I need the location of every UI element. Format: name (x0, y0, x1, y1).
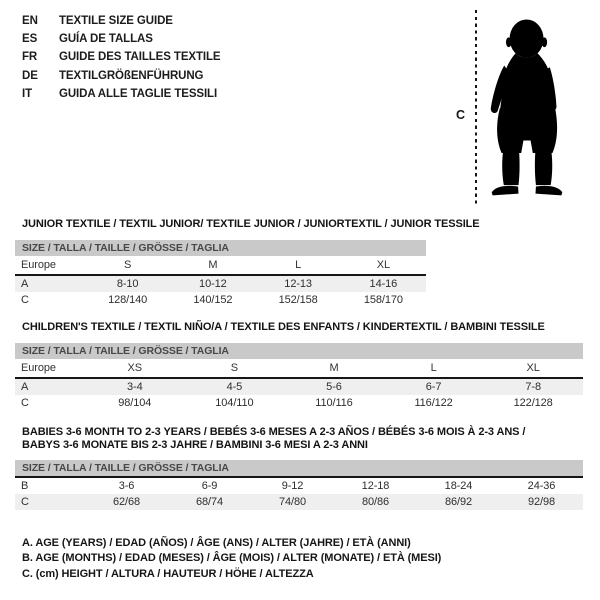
language-code: DE (22, 69, 38, 82)
height-dashed-line (475, 10, 477, 206)
table-head-row (15, 359, 583, 379)
table-cell: 152/158 (278, 294, 318, 306)
language-row-en (22, 12, 221, 30)
size-header-bar: SIZE / TALLA / TAILLE / GRÖSSE / TAGLIA (15, 240, 426, 256)
size-header-bar: SIZE / TALLA / TAILLE / GRÖSSE / TAGLIA (15, 343, 583, 359)
section-title: CHILDREN'S TEXTILE / TEXTIL NIÑO/A / TEXTILE DES ENFANTS / KINDERTEXTIL / BAMBINI TESSILE (22, 321, 545, 333)
head-cell: XS (127, 362, 143, 374)
language-title: GUIDE DES TAILLES TEXTILE (59, 51, 221, 64)
head-cell: S (124, 259, 132, 271)
row-label: C (21, 294, 29, 306)
table-cell: 92/98 (527, 496, 556, 508)
table-cell: 6-9 (201, 480, 218, 492)
table-cell: 3-4 (126, 381, 143, 393)
table-cell: 10-12 (199, 278, 227, 290)
table-cell: 98/104 (118, 397, 152, 409)
table-cell: 3-6 (118, 480, 135, 492)
head-cell: L (295, 259, 302, 271)
table-row (15, 395, 583, 411)
table-cell: 7-8 (525, 381, 541, 393)
table-row (15, 478, 583, 494)
table-cell: 128/140 (108, 294, 148, 306)
footnotes (22, 536, 441, 582)
head-cell: XL (376, 259, 390, 271)
row-label: C (21, 397, 29, 409)
language-code: EN (22, 15, 38, 27)
height-marker-label: C (456, 108, 466, 122)
head-cell: M (329, 362, 339, 374)
language-title-list (22, 12, 221, 103)
table-row (15, 292, 426, 308)
table-cell: 18-24 (444, 480, 473, 492)
table-head-row (15, 256, 426, 276)
language-title: GUIDA ALLE TAGLIE TESSILI (59, 87, 218, 100)
language-code: ES (22, 33, 38, 46)
section-babies-textile (15, 426, 583, 510)
table-cell: 104/110 (215, 397, 254, 409)
table-cell: 68/74 (195, 496, 224, 508)
language-title: GUÍA DE TALLAS (59, 33, 153, 46)
table-cell: 24-36 (527, 480, 556, 492)
section-title-line2: BABYS 3-6 MONATE BIS 2-3 JAHRE / BAMBINI 3-6 MESI A 2-3 ANNI (22, 439, 368, 451)
language-code: FR (22, 51, 38, 64)
table-cell: 80/86 (361, 496, 390, 508)
section-junior-textile (15, 218, 583, 308)
table-cell: 140/152 (193, 294, 233, 306)
footnote-a: A. AGE (YEARS) / EDAD (AÑOS) / ÂGE (ANS) / ALTER (JAHRE) / ETÀ (ANNI) (22, 537, 411, 549)
table-row (15, 276, 426, 292)
row-label: A (21, 278, 29, 290)
head-cell: XL (526, 362, 540, 374)
section-title: JUNIOR TEXTILE / TEXTIL JUNIOR/ TEXTILE JUNIOR / JUNIORTEXTIL / JUNIOR TESSILE (22, 218, 480, 230)
table-cell: 12-13 (284, 278, 312, 290)
language-title: TEXTILGRÖßENFÜHRUNG (59, 69, 204, 82)
table-cell: 74/80 (278, 496, 307, 508)
language-code: IT (22, 87, 33, 100)
footnote-c: C. (cm) HEIGHT / ALTURA / HAUTEUR / HÖHE / ALTEZZA (22, 567, 314, 580)
section-children-textile (15, 321, 583, 411)
language-title: TEXTILE SIZE GUIDE (59, 15, 173, 27)
babies-size-table (15, 460, 583, 510)
language-row-fr (22, 48, 221, 66)
junior-size-table (15, 240, 426, 308)
table-cell: 12-18 (361, 480, 390, 492)
language-row-it (22, 85, 221, 103)
footnote-b: B. AGE (MONTHS) / EDAD (MESES) / ÂGE (MOIS) / ALTER (MONATE) / ETÀ (MESI) (22, 552, 442, 565)
head-cell: M (208, 259, 218, 271)
language-row-de (22, 67, 221, 85)
row-label: A (21, 381, 29, 393)
table-cell: 62/68 (112, 496, 141, 508)
height-measure-figure (448, 8, 593, 208)
table-cell: 122/128 (513, 397, 553, 409)
head-cell: S (230, 362, 239, 374)
table-row (15, 379, 583, 395)
size-header-bar: SIZE / TALLA / TAILLE / GRÖSSE / TAGLIA (15, 460, 583, 478)
head-cell: L (430, 362, 437, 374)
table-cell: 86/92 (444, 496, 473, 508)
head-cell: Europe (21, 259, 56, 271)
language-row-es (22, 30, 221, 48)
children-size-table (15, 343, 583, 411)
table-row (15, 494, 583, 510)
table-cell: 9-12 (281, 480, 304, 492)
table-cell: 8-10 (116, 278, 139, 290)
row-label: C (21, 496, 29, 508)
row-label: B (21, 480, 29, 492)
head-cell: Europe (21, 362, 56, 374)
toddler-silhouette-icon (481, 8, 573, 206)
table-cell: 5-6 (326, 381, 342, 393)
table-cell: 6-7 (425, 381, 442, 393)
table-cell: 158/170 (363, 294, 403, 306)
table-cell: 4-5 (226, 381, 243, 393)
section-title: BABIES 3-6 MONTH TO 2-3 YEARS / BEBÉS 3-6 MESES A 2-3 AÑOS / BÉBÉS 3-6 MOIS À 2-3 ANS / (22, 426, 526, 438)
table-cell: 14-16 (369, 278, 398, 290)
table-cell: 110/116 (315, 397, 353, 409)
table-cell: 116/122 (414, 397, 453, 409)
